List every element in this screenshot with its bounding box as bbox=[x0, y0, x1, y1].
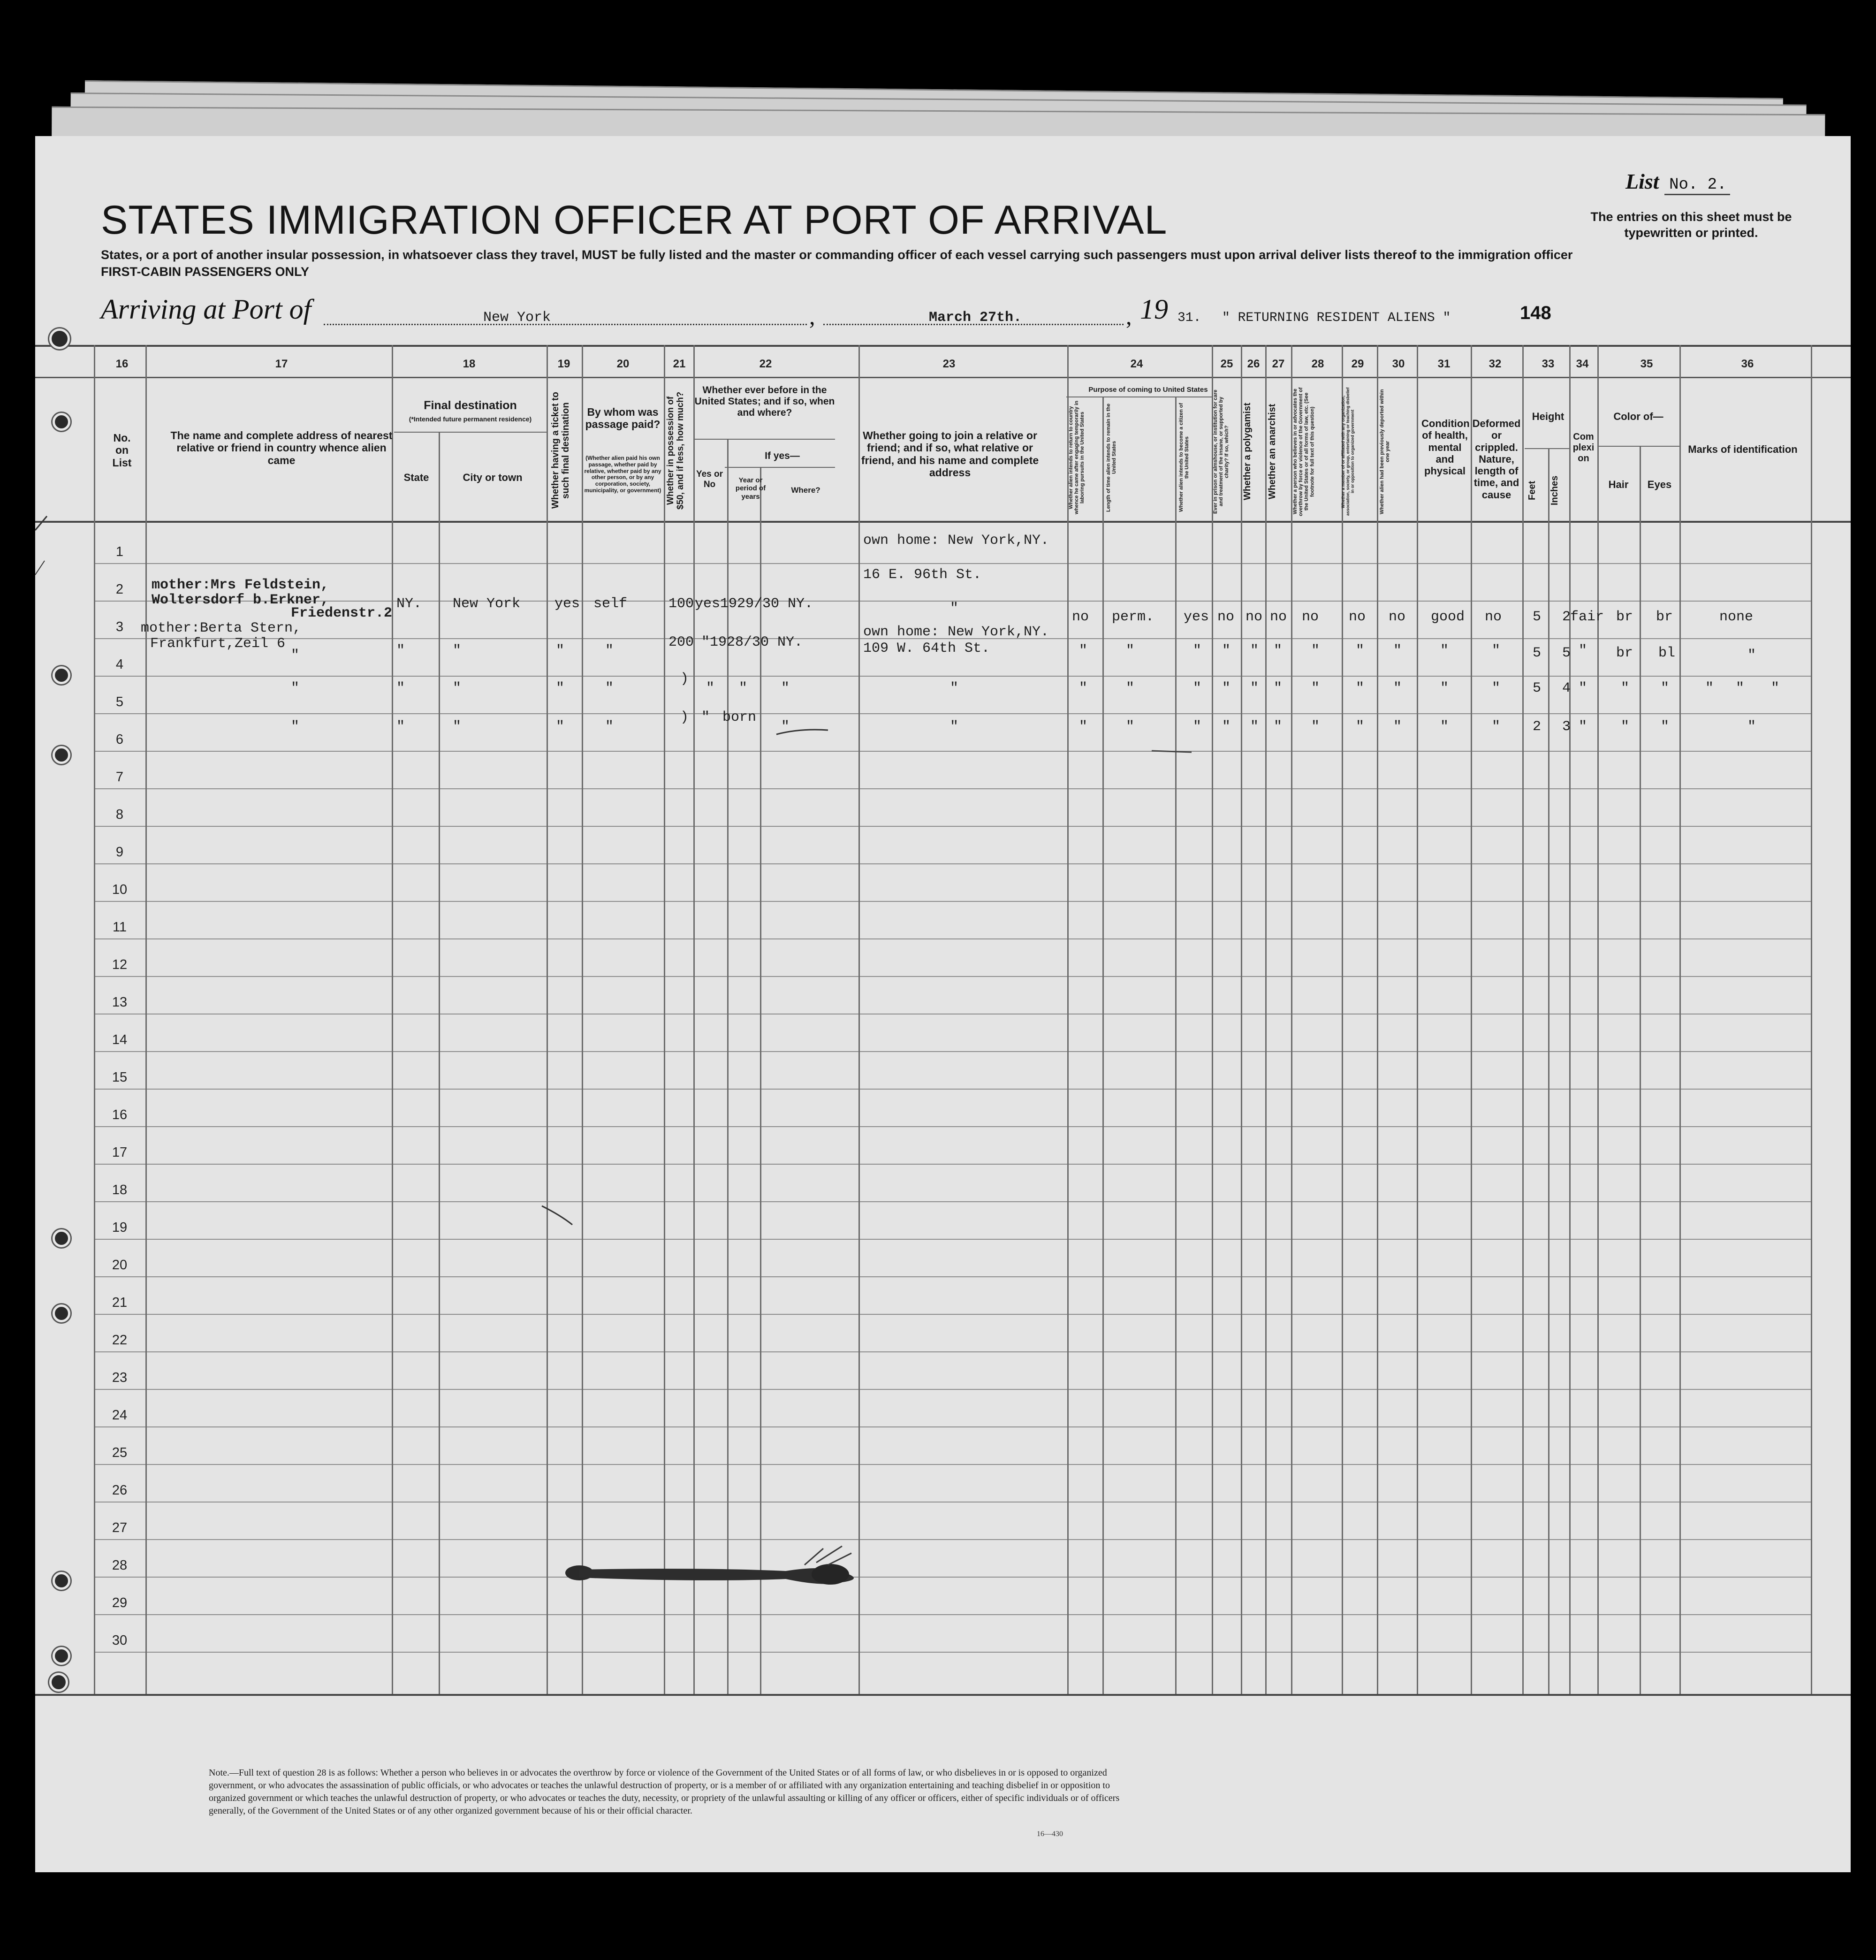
row-number: 17 bbox=[112, 1145, 128, 1160]
row-number: 10 bbox=[112, 882, 128, 897]
entry-citizen: yes bbox=[1184, 609, 1209, 625]
instructions-line: States, or a port of another insular possession, in whatsoever class they travel, MUST be fully listed and the master or commanding officer of each vessel carrying such passengers must upon arrival deliver lists thereof to the immigration officer bbox=[101, 248, 1573, 262]
ditto-mark: " bbox=[556, 643, 565, 659]
ditto-mark: " bbox=[453, 719, 462, 735]
ditto-mark: " bbox=[1311, 643, 1320, 659]
ditto-mark: " bbox=[1222, 719, 1231, 735]
header-before-in-us: Whether ever before in the United States; and if so, when and where? bbox=[694, 385, 835, 419]
ditto-mark: " bbox=[1661, 719, 1670, 735]
row-number: 18 bbox=[112, 1182, 128, 1197]
row-number: 1 bbox=[115, 544, 124, 559]
ditto-mark: " bbox=[1079, 680, 1088, 696]
entry-join: own home: New York,NY. bbox=[863, 624, 1049, 640]
column-number: 33 bbox=[1542, 358, 1555, 370]
entry-money: 200 bbox=[668, 634, 694, 650]
binding-hole bbox=[49, 1673, 68, 1692]
row-number: 28 bbox=[112, 1558, 128, 1573]
list-label: List bbox=[1625, 169, 1659, 193]
entry-before-in-us: "1928/30 NY. bbox=[701, 634, 803, 650]
ditto-mark: " bbox=[453, 680, 462, 696]
ditto-mark: " bbox=[1747, 719, 1756, 735]
ditto-mark: " bbox=[1579, 643, 1587, 659]
ditto-mark: " bbox=[739, 680, 748, 696]
binding-hole bbox=[53, 1572, 70, 1590]
entry-join: own home: New York,NY. bbox=[863, 533, 1049, 549]
header-hair: Hair bbox=[1608, 479, 1629, 490]
ditto-mark: " bbox=[1579, 680, 1587, 696]
ditto-mark: " bbox=[1311, 719, 1320, 735]
ditto-mark: " bbox=[291, 719, 300, 735]
entry-relative-street: Friedenstr.2 bbox=[291, 605, 393, 621]
ditto-mark: " bbox=[1079, 719, 1088, 735]
header-purpose: Purpose of coming to United States bbox=[1088, 386, 1208, 394]
row-number: 29 bbox=[112, 1595, 128, 1610]
ditto-mark: " bbox=[1661, 680, 1670, 696]
row-number: 23 bbox=[112, 1370, 128, 1385]
column-number: 27 bbox=[1272, 358, 1285, 370]
entry-polygamist: no bbox=[1246, 609, 1263, 625]
header-relative-address: The name and complete address of nearest relative or friend in country whence alien came bbox=[170, 429, 393, 466]
row-number: 22 bbox=[112, 1333, 128, 1348]
entry-inches: 2 bbox=[1562, 609, 1571, 625]
entry-inches: 5 bbox=[1562, 645, 1571, 661]
ditto-mark: " bbox=[1311, 680, 1320, 696]
ditto-mark: " bbox=[781, 680, 790, 696]
row-number: 7 bbox=[115, 770, 124, 785]
header-prison: Ever in prison or almshouse, or institution for care and treatment of the insane, or supported by charity? If so, which? bbox=[1213, 389, 1230, 514]
form-number: 16—430 bbox=[1037, 1830, 1063, 1838]
header-ticket: Whether having a ticket to such final destination bbox=[550, 392, 571, 509]
ditto-mark: " bbox=[1274, 719, 1283, 735]
header-marks: Marks of identification bbox=[1688, 443, 1798, 455]
column-number: 26 bbox=[1247, 358, 1260, 370]
row-number: 6 bbox=[115, 732, 124, 747]
ditto-mark: " bbox=[1274, 643, 1283, 659]
ditto-mark: " bbox=[1440, 680, 1449, 696]
ditto-mark: " bbox=[396, 680, 405, 696]
entry-return: no bbox=[1072, 609, 1089, 625]
typewritten-note: The entries on this sheet must be typewritten or printed. bbox=[1590, 210, 1792, 240]
ditto-mark: " bbox=[556, 719, 565, 735]
ditto-mark: " bbox=[950, 719, 959, 735]
row-number: 24 bbox=[112, 1408, 128, 1423]
passenger-class: FIRST-CABIN PASSENGERS ONLY bbox=[101, 265, 310, 279]
entry-deported: no bbox=[1389, 609, 1406, 625]
header-question-29: Whether a member of or affiliated with any organization, association, society, or group, entertaining or teaching disbelief in or opposition to organized government bbox=[1341, 387, 1355, 516]
ditto-mark: " bbox=[1193, 680, 1202, 696]
entry-feet: 5 bbox=[1533, 645, 1542, 661]
entry-city: New York bbox=[453, 596, 521, 612]
ditto-mark: " bbox=[1621, 680, 1630, 696]
ditto-mark: " bbox=[1079, 643, 1088, 659]
column-number: 35 bbox=[1640, 358, 1653, 370]
ditto-mark: " bbox=[1492, 719, 1501, 735]
header-feet: Feet bbox=[1527, 480, 1537, 500]
footnote: Note.—Full text of question 28 is as follows: Whether a person who believes in or advocates the overthrow by force or violence of the Government of the United States or of all forms of law, or who disbelieves in or is opposed to organized government, or who advocates the assassination of public officials, or who advocates or teaches the unlawful destruction of property, or is a member of or affiliated with any organization entertaining and teaching disbelief in or opposition to organized government or which teaches the unlawful destruction of property, or who advocates or teaches the duty, necessity, or propriety of the unlawful assaulting or killing of any officer or officers, either of specific individuals or of officers generally, of the Government of the United States or of any other organized government because of his or their official character. bbox=[209, 1768, 1120, 1816]
row-number: 5 bbox=[115, 694, 124, 709]
entry-relative-name: mother:Mrs Feldstein, bbox=[152, 577, 329, 593]
ditto-mark: " bbox=[1222, 680, 1231, 696]
header-question-28: Whether a person who believes in or advocates the overthrow by force or violence of the Government of the United States or of all forms of law, etc. (See footnote for full text of this question) bbox=[1292, 387, 1315, 516]
row-number: 19 bbox=[112, 1220, 128, 1235]
column-number: 31 bbox=[1437, 358, 1451, 370]
ditto-mark: " bbox=[453, 643, 462, 659]
column-number: 18 bbox=[463, 358, 476, 370]
column-number: 21 bbox=[673, 358, 686, 370]
binding-hole bbox=[53, 413, 70, 431]
row-number: 15 bbox=[112, 1070, 128, 1085]
row-number: 21 bbox=[112, 1295, 128, 1310]
column-number: 29 bbox=[1351, 358, 1364, 370]
row-number: 13 bbox=[112, 995, 128, 1010]
ditto-mark: " bbox=[1126, 719, 1135, 735]
row-number: 26 bbox=[112, 1483, 128, 1498]
column-number: 34 bbox=[1576, 358, 1589, 370]
column-number: 28 bbox=[1311, 358, 1324, 370]
ditto-mark: " bbox=[1126, 643, 1135, 659]
binding-hole bbox=[53, 1229, 70, 1247]
header-no-on-list: No. on List bbox=[112, 432, 132, 469]
header-final-destination: Final destination bbox=[424, 399, 517, 412]
column-number: 22 bbox=[759, 358, 772, 370]
entry-ticket: yes bbox=[554, 596, 580, 612]
column-number: 32 bbox=[1489, 358, 1502, 370]
row-number: 3 bbox=[115, 619, 124, 634]
ditto-mark: " bbox=[950, 680, 959, 696]
header-final-destination-note: (*Intended future permanent residence) bbox=[409, 415, 532, 423]
header-join-relative: Whether going to join a relative or friend; and if so, what relative or friend, and his name and complete address bbox=[861, 429, 1039, 479]
entry-length: perm. bbox=[1112, 609, 1154, 625]
header-where: Where? bbox=[791, 486, 820, 495]
column-number: 36 bbox=[1741, 358, 1754, 370]
entry-hair: br bbox=[1616, 645, 1633, 661]
ditto-mark: " bbox=[1193, 643, 1202, 659]
header-height: Height bbox=[1532, 411, 1565, 422]
header-deformed: Deformed or crippled. Nature, length of time, and cause bbox=[1472, 418, 1521, 501]
ditto-mark: " bbox=[1440, 719, 1449, 735]
row-number: 27 bbox=[112, 1520, 128, 1535]
arrival-label: Arriving at Port of bbox=[101, 294, 311, 325]
ditto-mark: " bbox=[1274, 680, 1283, 696]
entry-before-in-us: yes1929/30 NY. bbox=[695, 596, 813, 612]
column-number: 19 bbox=[557, 358, 570, 370]
row-number: 12 bbox=[112, 957, 128, 972]
arrival-date: March 27th. bbox=[929, 310, 1022, 326]
ditto-mark: " bbox=[1393, 643, 1402, 659]
entry-money: 100 bbox=[668, 596, 694, 612]
binding-hole bbox=[53, 1304, 70, 1322]
entry-join: 109 W. 64th St. bbox=[863, 641, 990, 656]
entry-feet: 5 bbox=[1533, 609, 1542, 625]
column-number: 16 bbox=[115, 358, 129, 370]
ditto-mark: " bbox=[1393, 680, 1402, 696]
entry-q28: no bbox=[1302, 609, 1319, 625]
entry-money: ) bbox=[680, 671, 689, 687]
ditto-mark: " bbox=[1440, 643, 1449, 659]
entry-complexion: fair bbox=[1570, 609, 1604, 625]
ditto-mark: " bbox=[556, 680, 565, 696]
ditto-mark: " bbox=[1393, 719, 1402, 735]
binding-hole bbox=[49, 328, 70, 349]
manifest-sheet bbox=[35, 136, 1851, 1872]
header-return-intent: Whether alien intends to return to country whence he came after engaging temporarily in laboring pursuits in the United States bbox=[1068, 400, 1086, 515]
row-number: 9 bbox=[115, 845, 124, 860]
ditto-mark: " bbox=[1193, 719, 1202, 735]
header-yes-no: Yes or No bbox=[696, 469, 723, 489]
entry-join: " bbox=[950, 601, 959, 617]
ink-smudge bbox=[561, 1544, 880, 1600]
column-number: 17 bbox=[275, 358, 288, 370]
binding-hole bbox=[53, 746, 70, 764]
header-anarchist: Whether an anarchist bbox=[1267, 404, 1277, 500]
page-title: STATES IMMIGRATION OFFICER AT PORT OF ARRIVAL bbox=[101, 198, 1168, 243]
entry-state: NY. bbox=[396, 596, 422, 612]
ditto-mark: " bbox=[1250, 719, 1259, 735]
ditto-mark: " bbox=[1356, 719, 1365, 735]
entry-eyes: bl bbox=[1658, 645, 1676, 661]
entry-passage-paid: self bbox=[593, 596, 628, 612]
ditto-mark: " bbox=[1621, 719, 1630, 735]
row-number: 20 bbox=[112, 1258, 128, 1273]
ditto-mark: " bbox=[1126, 680, 1135, 696]
ditto-mark: " bbox=[1222, 643, 1231, 659]
row-number: 8 bbox=[115, 807, 124, 822]
entry-health: good bbox=[1431, 609, 1465, 625]
entry-before-in-us: born bbox=[722, 709, 757, 725]
ditto-mark: " bbox=[1356, 680, 1365, 696]
entry-anarchist: no bbox=[1270, 609, 1287, 625]
row-number: 4 bbox=[115, 657, 124, 672]
ditto-mark: " bbox=[1250, 680, 1259, 696]
ditto-mark: " bbox=[1579, 719, 1587, 735]
entry-money: ) bbox=[680, 709, 689, 725]
entry-feet: 5 bbox=[1533, 680, 1542, 696]
entry-relative-address: Woltersdorf b.Erkner, bbox=[152, 592, 329, 608]
ditto-mark: " bbox=[605, 719, 614, 735]
header-color: Color of— bbox=[1613, 411, 1663, 422]
ditto-mark: " bbox=[1250, 643, 1259, 659]
ditto-mark: " bbox=[1705, 680, 1714, 696]
header-deported: Whether alien had been previously deported within one year bbox=[1379, 389, 1391, 514]
row-number: 11 bbox=[112, 920, 127, 935]
column-number: 25 bbox=[1220, 358, 1233, 370]
entry-q29: no bbox=[1349, 609, 1366, 625]
header-city: City or town bbox=[463, 472, 523, 483]
ditto-mark: " bbox=[1747, 648, 1756, 664]
binding-hole bbox=[53, 1647, 70, 1665]
arrival-year: 31. bbox=[1177, 311, 1201, 325]
entry-inches: 3 bbox=[1562, 719, 1571, 735]
ditto-mark: " bbox=[396, 643, 405, 659]
entry-marks: none bbox=[1719, 609, 1754, 625]
arrival-note: " RETURNING RESIDENT ALIENS " bbox=[1222, 311, 1451, 325]
header-complexion: Complexion bbox=[1572, 432, 1595, 464]
entry-relative-address: Frankfurt,Zeil 6 bbox=[150, 636, 286, 652]
entry-relative-name: mother:Berta Stern, bbox=[141, 620, 302, 636]
ditto-mark: " bbox=[1736, 680, 1745, 696]
entry-prison: no bbox=[1217, 609, 1235, 625]
arrival-comma: , bbox=[809, 303, 815, 329]
header-money: Whether in possession of $50, and if less, how much? bbox=[666, 391, 685, 510]
ditto-mark: " bbox=[1492, 643, 1501, 659]
binding-hole bbox=[53, 666, 70, 684]
header-citizen-intent: Whether alien intends to become a citizen of the United States bbox=[1178, 403, 1190, 512]
header-inches: Inches bbox=[1549, 475, 1560, 505]
column-number: 23 bbox=[942, 358, 956, 370]
list-value: No. 2. bbox=[1664, 176, 1730, 195]
entry-hair: br bbox=[1616, 609, 1633, 625]
entry-before-in-us: " bbox=[701, 709, 710, 725]
list-sequence-number: 148 bbox=[1520, 303, 1551, 323]
arrival-port: New York bbox=[483, 310, 551, 326]
header-health: Condition of health, mental and physical bbox=[1421, 418, 1470, 477]
header-passage-paid-note: (Whether alien paid his own passage, whether paid by relative, whether paid by any other person, or by any corporation, society, municipality, or government) bbox=[584, 455, 661, 494]
header-length-of-stay: Length of time alien intends to remain in the United States bbox=[1106, 403, 1117, 512]
entry-feet: 2 bbox=[1533, 719, 1542, 735]
pen-marks bbox=[35, 136, 1851, 1872]
header-year: Year or period of years bbox=[735, 476, 766, 501]
column-number: 24 bbox=[1130, 358, 1143, 370]
ditto-mark: " bbox=[706, 680, 715, 696]
ditto-mark: " bbox=[1492, 680, 1501, 696]
ditto-mark: " bbox=[605, 643, 614, 659]
row-number: 25 bbox=[112, 1445, 128, 1460]
ditto-mark: " bbox=[1771, 680, 1780, 696]
header-polygamist: Whether a polygamist bbox=[1242, 403, 1253, 501]
row-number: 14 bbox=[112, 1032, 128, 1047]
column-number: 30 bbox=[1392, 358, 1405, 370]
header-eyes: Eyes bbox=[1647, 479, 1672, 490]
ditto-mark: " bbox=[396, 719, 405, 735]
row-number: 30 bbox=[112, 1633, 128, 1648]
entry-eyes: br bbox=[1656, 609, 1673, 625]
entry-inches: 4 bbox=[1562, 680, 1571, 696]
ditto-mark: " bbox=[1356, 643, 1365, 659]
header-if-yes: If yes— bbox=[765, 450, 800, 461]
ditto-mark: " bbox=[605, 680, 614, 696]
arrival-comma: , bbox=[1126, 303, 1132, 329]
header-state: State bbox=[403, 472, 429, 483]
ditto-mark: " bbox=[291, 680, 300, 696]
entry-join: 16 E. 96th St. bbox=[863, 567, 982, 583]
header-passage-paid: By whom was passage paid? bbox=[585, 406, 661, 431]
ditto-mark: " bbox=[781, 719, 790, 735]
row-number: 2 bbox=[115, 582, 124, 597]
ditto-mark: " bbox=[291, 648, 300, 664]
row-number: 16 bbox=[112, 1107, 128, 1122]
arrival-century: 19 bbox=[1140, 294, 1168, 325]
column-number: 20 bbox=[616, 358, 630, 370]
entry-deformed: no bbox=[1485, 609, 1502, 625]
